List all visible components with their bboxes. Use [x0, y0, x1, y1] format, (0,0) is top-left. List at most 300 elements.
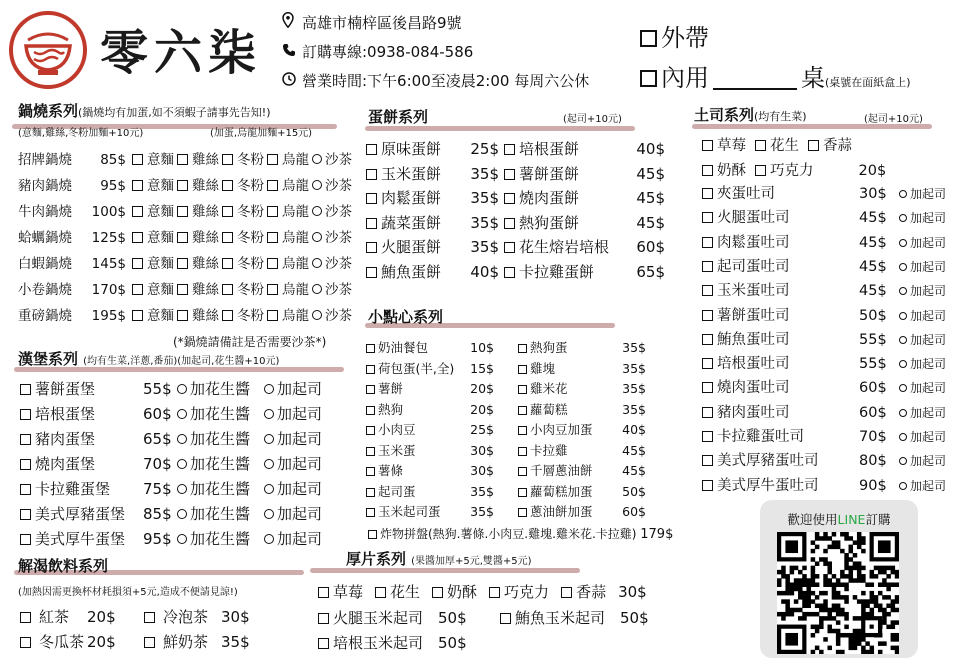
- option-label: 冬粉: [237, 204, 264, 220]
- checkbox[interactable]: [177, 284, 188, 295]
- takeout-label: 外帶: [661, 24, 709, 52]
- snack-item[interactable]: [366, 461, 494, 479]
- checkbox[interactable]: [366, 193, 377, 204]
- item-name: 香蒜: [576, 583, 607, 601]
- item-price: 45$: [636, 213, 665, 232]
- drink-item[interactable]: [144, 606, 250, 627]
- item-name: 美式厚豬蛋吐司: [717, 453, 819, 470]
- checkbox[interactable]: [222, 232, 233, 243]
- burger-item[interactable]: [20, 453, 322, 474]
- pancake-item[interactable]: [366, 187, 499, 208]
- checkbox[interactable]: [366, 385, 375, 394]
- checkbox[interactable]: [132, 310, 143, 321]
- option-circle[interactable]: [899, 482, 907, 490]
- checkbox[interactable]: [132, 180, 143, 191]
- checkbox[interactable]: [177, 206, 188, 217]
- toast-item[interactable]: [702, 182, 946, 203]
- item-name: 招牌鍋燒: [18, 152, 72, 168]
- checkbox[interactable]: [368, 530, 377, 539]
- checkbox[interactable]: [504, 144, 515, 155]
- checkbox[interactable]: [702, 431, 713, 442]
- hotpot-item[interactable]: [18, 304, 355, 324]
- checkbox[interactable]: [267, 232, 278, 243]
- pancake-item[interactable]: [366, 163, 499, 184]
- checkbox[interactable]: [366, 508, 375, 517]
- item-price: 55$: [143, 380, 172, 398]
- option-label: 烏龍: [282, 204, 309, 220]
- item-name: 薯餅: [378, 381, 404, 396]
- option-circle[interactable]: [312, 206, 322, 216]
- checkbox[interactable]: [366, 447, 375, 456]
- checkbox[interactable]: [366, 426, 375, 435]
- checkbox[interactable]: [267, 310, 278, 321]
- checkbox[interactable]: [366, 242, 377, 253]
- item-price: 70$: [143, 455, 172, 473]
- checkbox[interactable]: [702, 261, 713, 272]
- checkbox[interactable]: [561, 587, 572, 598]
- checkbox[interactable]: [702, 334, 713, 345]
- pancake-item[interactable]: [504, 138, 665, 159]
- item-name: 肉鬆蛋吐司: [717, 234, 790, 251]
- snack-item[interactable]: [366, 338, 494, 356]
- option-circle[interactable]: [312, 154, 322, 164]
- toast-item[interactable]: [702, 401, 946, 422]
- addon-cheese: 加起司: [910, 235, 947, 250]
- item-price: 65$: [143, 430, 172, 448]
- item-name: 奶酥: [717, 163, 746, 179]
- checkbox[interactable]: [20, 459, 31, 470]
- checkbox[interactable]: [144, 637, 155, 648]
- item-price: 60$: [622, 504, 646, 519]
- noodle-bowl-icon: [8, 10, 88, 90]
- checkbox[interactable]: [318, 613, 329, 624]
- item-name: 培根蛋堡: [35, 405, 96, 423]
- option-circle[interactable]: [899, 263, 907, 271]
- snack-item[interactable]: [518, 359, 646, 377]
- option-circle[interactable]: [899, 384, 907, 392]
- checkbox[interactable]: [20, 534, 31, 545]
- drinks-title: 解渴飲料系列: [18, 557, 109, 575]
- option-circle[interactable]: [899, 312, 907, 320]
- toast-item[interactable]: [702, 376, 946, 397]
- pancake-item[interactable]: [366, 261, 499, 282]
- snack-item[interactable]: [518, 420, 646, 438]
- pancake-item[interactable]: [504, 212, 665, 233]
- burger-item[interactable]: [20, 528, 322, 549]
- item-price: 95$: [100, 178, 126, 194]
- toast-item[interactable]: [702, 206, 946, 227]
- checkbox[interactable]: [504, 267, 515, 278]
- checkbox[interactable]: [518, 365, 527, 374]
- item-name: 豬肉蛋堡: [35, 430, 96, 448]
- checkbox[interactable]: [267, 180, 278, 191]
- option-circle[interactable]: [899, 336, 907, 344]
- option-circle[interactable]: [899, 360, 907, 368]
- addon-peanut: 加花生醬: [190, 455, 251, 473]
- item-name: 熱狗蛋餅: [519, 213, 580, 232]
- dinein-checkbox[interactable]: [640, 70, 657, 87]
- snack-item[interactable]: [518, 482, 646, 500]
- takeout-option[interactable]: [640, 18, 709, 53]
- checkbox[interactable]: [702, 165, 713, 176]
- item-price: 95$: [143, 530, 172, 548]
- checkbox[interactable]: [518, 385, 527, 394]
- item-price: 30$: [221, 608, 250, 626]
- takeout-checkbox[interactable]: [640, 30, 657, 47]
- checkbox[interactable]: [20, 612, 31, 623]
- toast-item[interactable]: [702, 279, 946, 300]
- addon-peanut: 加花生醬: [190, 480, 251, 498]
- option-circle[interactable]: [177, 434, 187, 444]
- addon-cheese: 加起司: [277, 530, 323, 548]
- checkbox[interactable]: [518, 467, 527, 476]
- item-price: 195$: [91, 308, 126, 324]
- option-circle[interactable]: [312, 310, 322, 320]
- checkbox[interactable]: [702, 407, 713, 418]
- option-circle[interactable]: [264, 384, 274, 394]
- item-price: 20$: [858, 163, 887, 179]
- checkbox[interactable]: [132, 284, 143, 295]
- toast-item[interactable]: [702, 474, 946, 495]
- checkbox[interactable]: [504, 169, 515, 180]
- snack-platter[interactable]: [368, 525, 673, 542]
- checkbox[interactable]: [518, 508, 527, 517]
- item-name: 鮪魚玉米起司: [515, 609, 606, 627]
- pancake-item[interactable]: [366, 236, 499, 257]
- checkbox[interactable]: [132, 206, 143, 217]
- checkbox[interactable]: [504, 218, 515, 229]
- option-circle[interactable]: [177, 509, 187, 519]
- option-circle[interactable]: [177, 409, 187, 419]
- item-price: 10$: [470, 340, 494, 355]
- checkbox[interactable]: [702, 285, 713, 296]
- checkbox[interactable]: [755, 165, 766, 176]
- addon-peanut: 加花生醬: [190, 380, 251, 398]
- checkbox[interactable]: [375, 587, 386, 598]
- hotpot-title: 鍋燒系列: [18, 102, 79, 120]
- checkbox[interactable]: [177, 310, 188, 321]
- thick-row[interactable]: [318, 607, 682, 628]
- option-circle[interactable]: [264, 434, 274, 444]
- checkbox[interactable]: [20, 434, 31, 445]
- checkbox[interactable]: [702, 140, 713, 151]
- checkbox[interactable]: [132, 258, 143, 269]
- checkbox[interactable]: [222, 258, 233, 269]
- pancake-item[interactable]: [504, 236, 665, 257]
- item-name: 鮪魚蛋餅: [381, 262, 442, 281]
- option-circle[interactable]: [312, 232, 322, 242]
- item-name: 玉米蛋: [378, 442, 416, 458]
- toast-note: (起司+10元): [864, 114, 923, 125]
- option-label: 雞絲: [192, 308, 219, 324]
- checkbox[interactable]: [366, 144, 377, 155]
- checkbox[interactable]: [702, 212, 713, 223]
- burger-item[interactable]: [20, 403, 322, 424]
- item-name: 卡拉雞: [530, 442, 568, 458]
- checkbox[interactable]: [808, 140, 819, 151]
- addon-cheese: 加起司: [277, 505, 323, 523]
- item-price: 30$: [618, 583, 647, 601]
- checkbox[interactable]: [366, 344, 375, 353]
- item-name: 小肉豆加蛋: [530, 422, 593, 437]
- snack-item[interactable]: [518, 338, 646, 356]
- toast-jam-row[interactable]: [702, 159, 886, 180]
- item-price: 20$: [87, 633, 116, 651]
- option-circle[interactable]: [899, 409, 907, 417]
- checkbox[interactable]: [518, 426, 527, 435]
- item-price: 60$: [143, 405, 172, 423]
- option-label: 沙茶: [325, 178, 352, 194]
- addon-cheese: 加起司: [277, 380, 323, 398]
- item-name: 蔬菜蛋餅: [381, 213, 442, 232]
- item-name: 燒肉蛋吐司: [717, 380, 790, 397]
- item-price: 170$: [91, 282, 126, 298]
- checkbox[interactable]: [489, 587, 500, 598]
- snack-item[interactable]: [518, 441, 646, 459]
- table-number-blank[interactable]: [713, 66, 797, 90]
- checkbox[interactable]: [267, 206, 278, 217]
- option-circle[interactable]: [177, 459, 187, 469]
- checkbox[interactable]: [177, 232, 188, 243]
- snack-item[interactable]: [366, 441, 494, 459]
- toast-item[interactable]: [702, 449, 946, 470]
- checkbox[interactable]: [132, 232, 143, 243]
- item-name: 燒肉蛋堡: [35, 455, 96, 473]
- drink-item[interactable]: [20, 606, 116, 627]
- item-price: 145$: [91, 256, 126, 272]
- hotpot-item[interactable]: [18, 226, 355, 246]
- drink-item[interactable]: [20, 631, 116, 652]
- checkbox[interactable]: [222, 154, 233, 165]
- burger-item[interactable]: [20, 503, 322, 524]
- dinein-label: 內用: [661, 64, 709, 92]
- option-circle[interactable]: [899, 239, 907, 247]
- checkbox[interactable]: [702, 358, 713, 369]
- addon-cheese: 加起司: [910, 357, 947, 372]
- item-name: 雞米花: [530, 381, 568, 396]
- item-price: 40$: [636, 140, 665, 158]
- checkbox[interactable]: [518, 344, 527, 353]
- option-circle[interactable]: [899, 433, 907, 441]
- checkbox[interactable]: [702, 455, 713, 466]
- hotpot-item[interactable]: [18, 174, 355, 194]
- checkbox[interactable]: [366, 218, 377, 229]
- option-label: 意麵: [147, 178, 174, 194]
- checkbox[interactable]: [702, 188, 713, 199]
- snack-item[interactable]: [366, 482, 494, 500]
- item-name: 夾蛋吐司: [717, 186, 775, 202]
- checkbox[interactable]: [222, 180, 233, 191]
- brand-name: 零六柒: [100, 25, 263, 81]
- checkbox[interactable]: [366, 406, 375, 415]
- line-order-caption: 歡迎使用LINE訂購: [787, 512, 891, 527]
- checkbox[interactable]: [144, 612, 155, 623]
- addon-peanut: 加花生醬: [190, 530, 251, 548]
- item-name: 草莓: [333, 583, 364, 601]
- checkbox[interactable]: [702, 480, 713, 491]
- table-note: (桌號在面紙盒上): [825, 76, 911, 89]
- checkbox[interactable]: [222, 206, 233, 217]
- checkbox[interactable]: [177, 154, 188, 165]
- dinein-option[interactable]: [640, 58, 911, 93]
- item-name: 熱狗: [378, 401, 404, 417]
- snack-item[interactable]: [366, 420, 494, 438]
- checkbox[interactable]: [366, 365, 375, 374]
- item-name: 巧克力: [770, 163, 814, 179]
- option-circle[interactable]: [312, 284, 322, 294]
- checkbox[interactable]: [222, 310, 233, 321]
- burger-item[interactable]: [20, 378, 322, 399]
- checkbox[interactable]: [504, 242, 515, 253]
- checkbox[interactable]: [20, 509, 31, 520]
- snack-item[interactable]: [518, 502, 646, 520]
- hotpot-item[interactable]: [18, 148, 355, 168]
- checkbox[interactable]: [500, 613, 511, 624]
- table-label: 桌: [801, 64, 825, 92]
- pancake-item[interactable]: [366, 138, 499, 159]
- checkbox[interactable]: [366, 488, 375, 497]
- item-price: 55$: [859, 331, 887, 348]
- toast-item[interactable]: [702, 304, 946, 325]
- option-label: 雞絲: [192, 282, 219, 298]
- pancake-item[interactable]: [504, 163, 665, 184]
- option-circle[interactable]: [264, 509, 274, 519]
- line-qr-code[interactable]: [777, 532, 899, 654]
- checkbox[interactable]: [504, 193, 515, 204]
- item-price: 35$: [470, 483, 494, 499]
- checkbox[interactable]: [20, 384, 31, 395]
- pancake-item[interactable]: [504, 187, 665, 208]
- option-circle[interactable]: [177, 484, 187, 494]
- item-name: 美式厚牛蛋堡: [35, 530, 126, 548]
- checkbox[interactable]: [267, 284, 278, 295]
- hotpot-item[interactable]: [18, 278, 355, 298]
- item-name: 冷泡茶: [163, 608, 209, 626]
- checkbox[interactable]: [222, 284, 233, 295]
- checkbox[interactable]: [267, 154, 278, 165]
- snack-item[interactable]: [366, 379, 494, 397]
- checkbox[interactable]: [318, 638, 329, 649]
- toast-item[interactable]: [702, 255, 946, 276]
- option-circle[interactable]: [264, 484, 274, 494]
- toast-item[interactable]: [702, 352, 946, 373]
- option-label: 沙茶: [325, 282, 352, 298]
- option-circle[interactable]: [264, 409, 274, 419]
- option-circle[interactable]: [899, 190, 907, 198]
- option-label: 意麵: [147, 256, 174, 272]
- option-circle[interactable]: [312, 180, 322, 190]
- item-price: 35$: [470, 189, 499, 207]
- snack-item[interactable]: [366, 502, 494, 520]
- item-price: 35$: [470, 164, 499, 183]
- item-price: 20$: [87, 608, 116, 626]
- toast-item[interactable]: [702, 425, 946, 446]
- item-name: 小肉豆: [378, 422, 416, 437]
- option-circle[interactable]: [177, 534, 187, 544]
- checkbox[interactable]: [366, 467, 375, 476]
- addon-cheese: 加起司: [910, 284, 947, 299]
- snack-item[interactable]: [518, 379, 646, 397]
- snack-item[interactable]: [518, 461, 646, 479]
- checkbox[interactable]: [366, 267, 377, 278]
- phone-row: [282, 41, 473, 62]
- thick-row[interactable]: [318, 632, 467, 653]
- item-name: 花生: [390, 583, 421, 601]
- snack-item[interactable]: [518, 400, 646, 418]
- toast-jam-row[interactable]: [702, 134, 861, 155]
- option-circle[interactable]: [264, 459, 274, 469]
- toast-item[interactable]: [702, 328, 946, 349]
- checkbox[interactable]: [755, 140, 766, 151]
- option-circle[interactable]: [899, 457, 907, 465]
- option-circle[interactable]: [312, 258, 322, 268]
- option-circle[interactable]: [264, 534, 274, 544]
- addon-cheese: 加起司: [910, 454, 947, 469]
- checkbox[interactable]: [177, 180, 188, 191]
- burger-item[interactable]: [20, 478, 322, 499]
- item-name: 起司蛋吐司: [717, 258, 790, 275]
- option-label: 雞絲: [192, 178, 219, 194]
- option-circle[interactable]: [899, 287, 907, 295]
- option-circle[interactable]: [177, 384, 187, 394]
- platter-price: 179$: [640, 527, 674, 542]
- hotpot-item[interactable]: [18, 200, 355, 220]
- checkbox[interactable]: [432, 587, 443, 598]
- option-label: 雞絲: [192, 256, 219, 272]
- qr-code-icon: [777, 532, 899, 654]
- checkbox[interactable]: [20, 637, 31, 648]
- checkbox[interactable]: [366, 169, 377, 180]
- item-price: 60$: [636, 238, 665, 256]
- snack-item[interactable]: [366, 359, 494, 377]
- checkbox[interactable]: [518, 447, 527, 456]
- toast-item[interactable]: [702, 231, 946, 252]
- item-price: 90$: [859, 477, 887, 494]
- thick-title: 厚片系列: [346, 550, 407, 568]
- checkbox[interactable]: [702, 382, 713, 393]
- item-name: 美式厚牛蛋吐司: [717, 477, 819, 494]
- checkbox[interactable]: [20, 409, 31, 420]
- item-name: 雞塊: [530, 360, 556, 376]
- item-price: 15$: [470, 360, 494, 376]
- checkbox[interactable]: [267, 258, 278, 269]
- option-label: 冬粉: [237, 152, 264, 168]
- burger-note: (均有生菜,洋蔥,番茄)(加起司,花生醬+10元): [83, 356, 280, 367]
- phone-text[interactable]: 訂購專線:0938-084-586: [302, 43, 474, 61]
- snack-item[interactable]: [366, 400, 494, 418]
- drink-item[interactable]: [144, 631, 250, 652]
- option-label: 意麵: [147, 282, 174, 298]
- burger-item[interactable]: [20, 428, 322, 449]
- item-price: 45$: [622, 442, 646, 458]
- checkbox[interactable]: [702, 310, 713, 321]
- pancake-item[interactable]: [504, 261, 665, 282]
- option-circle[interactable]: [899, 214, 907, 222]
- item-price: 20$: [470, 401, 494, 417]
- addon-cheese: 加起司: [910, 405, 947, 420]
- checkbox[interactable]: [20, 484, 31, 495]
- pancake-item[interactable]: [366, 212, 499, 233]
- thick-row[interactable]: [318, 581, 647, 602]
- checkbox[interactable]: [702, 237, 713, 248]
- checkbox[interactable]: [518, 406, 527, 415]
- checkbox[interactable]: [132, 154, 143, 165]
- checkbox[interactable]: [518, 488, 527, 497]
- option-label: 烏龍: [282, 152, 309, 168]
- checkbox[interactable]: [177, 258, 188, 269]
- checkbox[interactable]: [318, 587, 329, 598]
- hotpot-item[interactable]: [18, 252, 355, 272]
